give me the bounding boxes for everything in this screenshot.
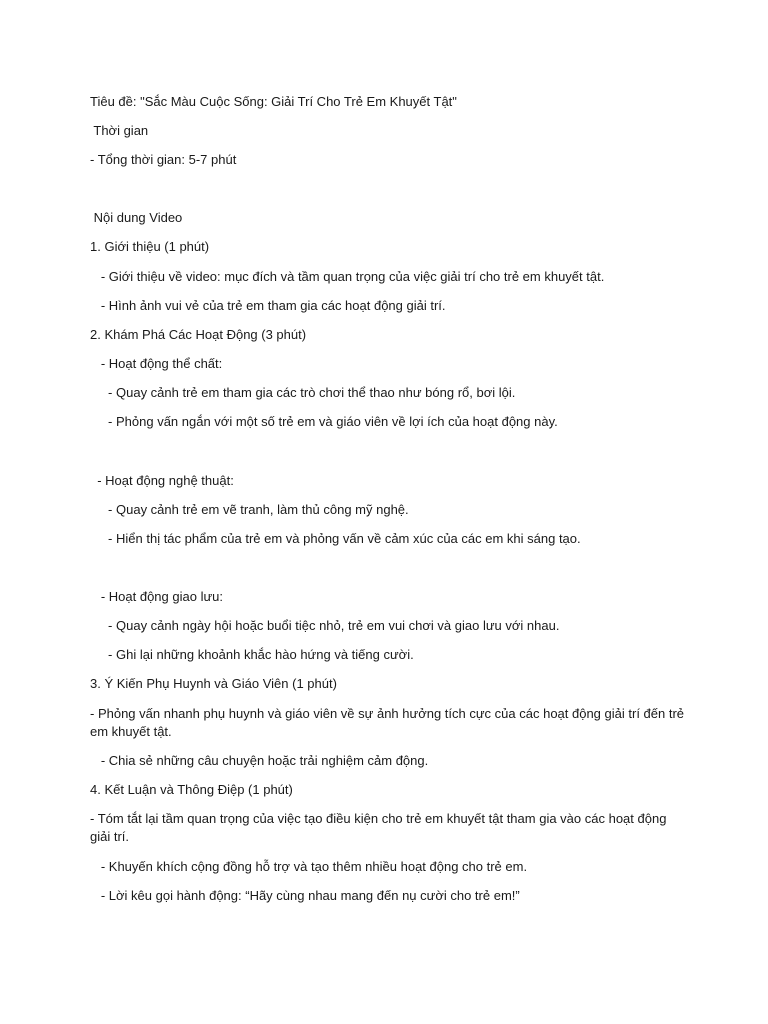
physical-activity-bullet: - Phỏng vấn ngắn với một số trẻ em và giáo viên về lợi ích của hoạt động này. bbox=[90, 414, 558, 429]
content-heading: Nội dung Video bbox=[90, 210, 183, 225]
physical-activity-bullet: - Quay cảnh trẻ em tham gia các trò chơi thể thao như bóng rổ, bơi lội. bbox=[90, 385, 516, 400]
section-4-bullet: - Tóm tắt lại tầm quan trọng của việc tạo điều kiện cho trẻ em khuyết tật tham gia vào các hoạt động giải trí. bbox=[90, 811, 667, 844]
section-3-bullet: - Chia sẻ những câu chuyện hoặc trải nghiệm cảm động. bbox=[90, 753, 429, 768]
section-4-bullet: - Khuyến khích cộng đồng hỗ trợ và tạo thêm nhiều hoạt động cho trẻ em. bbox=[90, 859, 528, 874]
section-2-heading: 2. Khám Phá Các Hoạt Động (3 phút) bbox=[90, 327, 307, 342]
section-1-bullet: - Hình ảnh vui vẻ của trẻ em tham gia các hoạt động giải trí. bbox=[90, 298, 446, 313]
social-activity-bullet: - Quay cảnh ngày hội hoặc buổi tiệc nhỏ, trẻ em vui chơi và giao lưu với nhau. bbox=[90, 618, 560, 633]
section-4-bullet: - Lời kêu gọi hành động: “Hãy cùng nhau mang đến nụ cười cho trẻ em!” bbox=[90, 888, 520, 903]
total-time: - Tổng thời gian: 5-7 phút bbox=[90, 152, 237, 167]
section-3-bullet: - Phỏng vấn nhanh phụ huynh và giáo viên về sự ảnh hưởng tích cực của các hoạt động giải trí đến trẻ em khuyết tật. bbox=[90, 706, 685, 739]
section-1-bullet: - Giới thiệu về video: mục đích và tầm quan trọng của việc giải trí cho trẻ em khuyết tật. bbox=[90, 269, 605, 284]
section-3-heading: 3. Ý Kiến Phụ Huynh và Giáo Viên (1 phút) bbox=[90, 676, 337, 691]
section-4-heading: 4. Kết Luận và Thông Điệp (1 phút) bbox=[90, 782, 293, 797]
section-1-heading: 1. Giới thiệu (1 phút) bbox=[90, 239, 210, 254]
social-activity-heading: - Hoạt động giao lưu: bbox=[90, 589, 224, 604]
physical-activity-heading: - Hoạt động thể chất: bbox=[90, 356, 223, 371]
document-title: Tiêu đề: "Sắc Màu Cuộc Sống: Giải Trí Cho Trẻ Em Khuyết Tật" bbox=[90, 94, 457, 109]
time-heading: Thời gian bbox=[90, 123, 149, 138]
art-activity-bullet: - Quay cảnh trẻ em vẽ tranh, làm thủ công mỹ nghệ. bbox=[90, 502, 409, 517]
social-activity-bullet: - Ghi lại những khoảnh khắc hào hứng và tiếng cười. bbox=[90, 647, 414, 662]
art-activity-bullet: - Hiển thị tác phẩm của trẻ em và phỏng vấn về cảm xúc của các em khi sáng tạo. bbox=[90, 531, 581, 546]
art-activity-heading: - Hoạt động nghệ thuật: bbox=[90, 473, 234, 488]
